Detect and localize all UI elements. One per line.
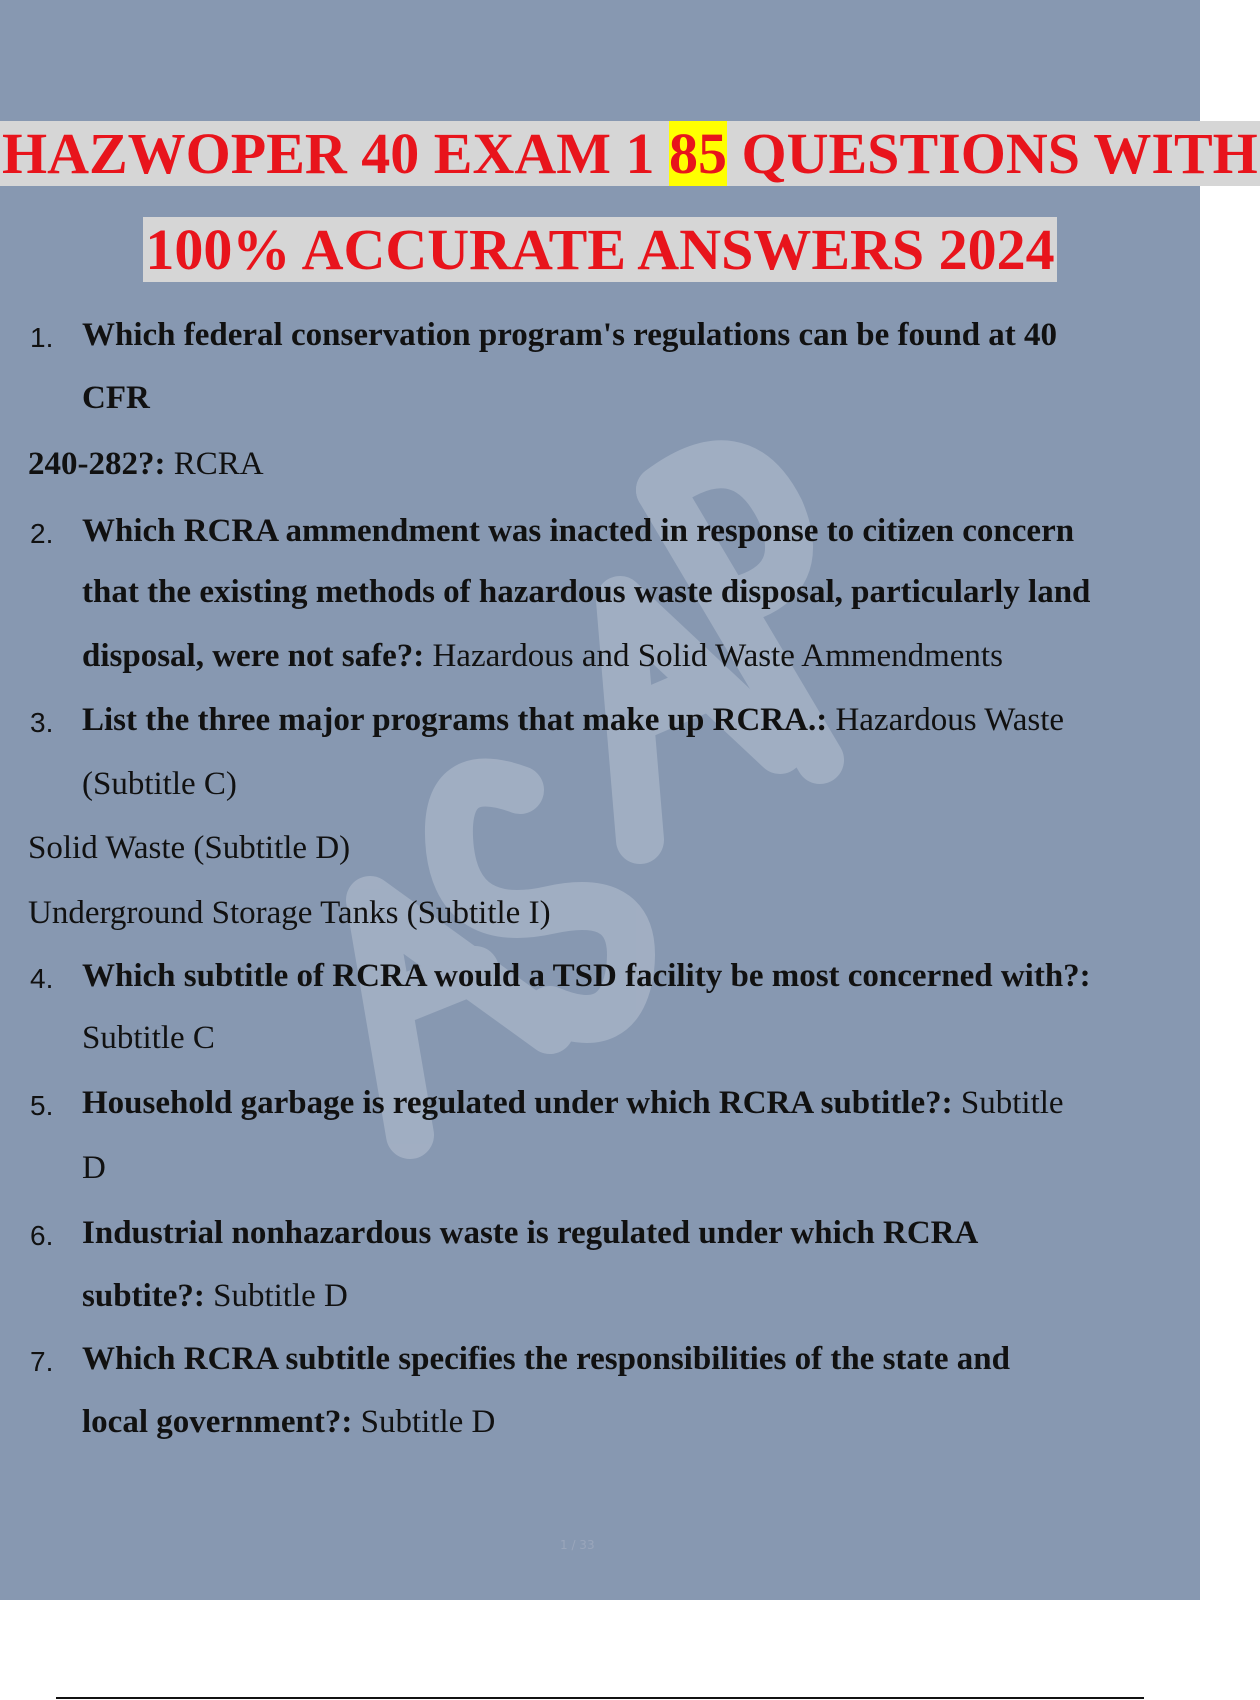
answer-text: D	[82, 1150, 106, 1186]
question-text: CFR	[82, 380, 150, 416]
page-indicator: 1 / 33	[560, 1538, 595, 1552]
answer-text: Subtitle	[960, 1085, 1064, 1121]
question-number: 2.	[30, 518, 54, 549]
list-item: 240-282?: RCRA	[28, 446, 264, 482]
question-number: 3.	[30, 707, 54, 738]
answer-text: Subtitle D	[213, 1278, 348, 1314]
question-text: that the existing methods of hazardous waste disposal, particularly land	[82, 574, 1091, 610]
document-title-line-1: HAZWOPER 40 EXAM 1 85 QUESTIONS WITH	[2, 121, 1258, 186]
footer-divider	[56, 1697, 1144, 1699]
list-item: List the three major programs that make up RCRA.: Hazardous Waste	[82, 702, 1065, 738]
list-item: subtite?: Subtitle D	[82, 1278, 348, 1314]
answer-text: Underground Storage Tanks (Subtitle I)	[28, 895, 551, 931]
answer-text: Hazardous and Solid Waste Ammendments	[432, 638, 1003, 674]
list-item: local government?: Subtitle D	[82, 1404, 496, 1440]
question-number: 4.	[30, 963, 54, 994]
answer-text: Solid Waste (Subtitle D)	[28, 830, 351, 866]
question-text: Which RCRA ammendment was inacted in response to citizen concern	[82, 513, 1075, 549]
question-number: 1.	[30, 322, 54, 353]
list-item: disposal, were not safe?: Hazardous and Solid Waste Ammendments	[82, 638, 1003, 674]
answer-text: RCRA	[173, 446, 264, 482]
document-title-line-2: 100% ACCURATE ANSWERS 2024	[145, 217, 1055, 282]
question-number: 6.	[30, 1220, 54, 1251]
question-text: Which subtitle of RCRA would a TSD facility be most concerned with?:	[82, 958, 1091, 994]
answer-text: Subtitle D	[360, 1404, 496, 1440]
question-text: Which federal conservation program's regulations can be found at 40	[82, 317, 1058, 353]
highlighted-count: 85	[669, 121, 727, 186]
answer-text: Hazardous Waste	[835, 702, 1065, 738]
list-item: Household garbage is regulated under which RCRA subtitle?: Subtitle	[82, 1085, 1064, 1121]
answer-text: Subtitle C	[82, 1020, 215, 1056]
answer-text: (Subtitle C)	[82, 766, 237, 802]
question-number: 7.	[30, 1346, 54, 1377]
question-text: Which RCRA subtitle specifies the responsibilities of the state and	[82, 1341, 1010, 1377]
question-number: 5.	[30, 1090, 54, 1121]
question-text: Industrial nonhazardous waste is regulated under which RCRA	[82, 1215, 979, 1251]
